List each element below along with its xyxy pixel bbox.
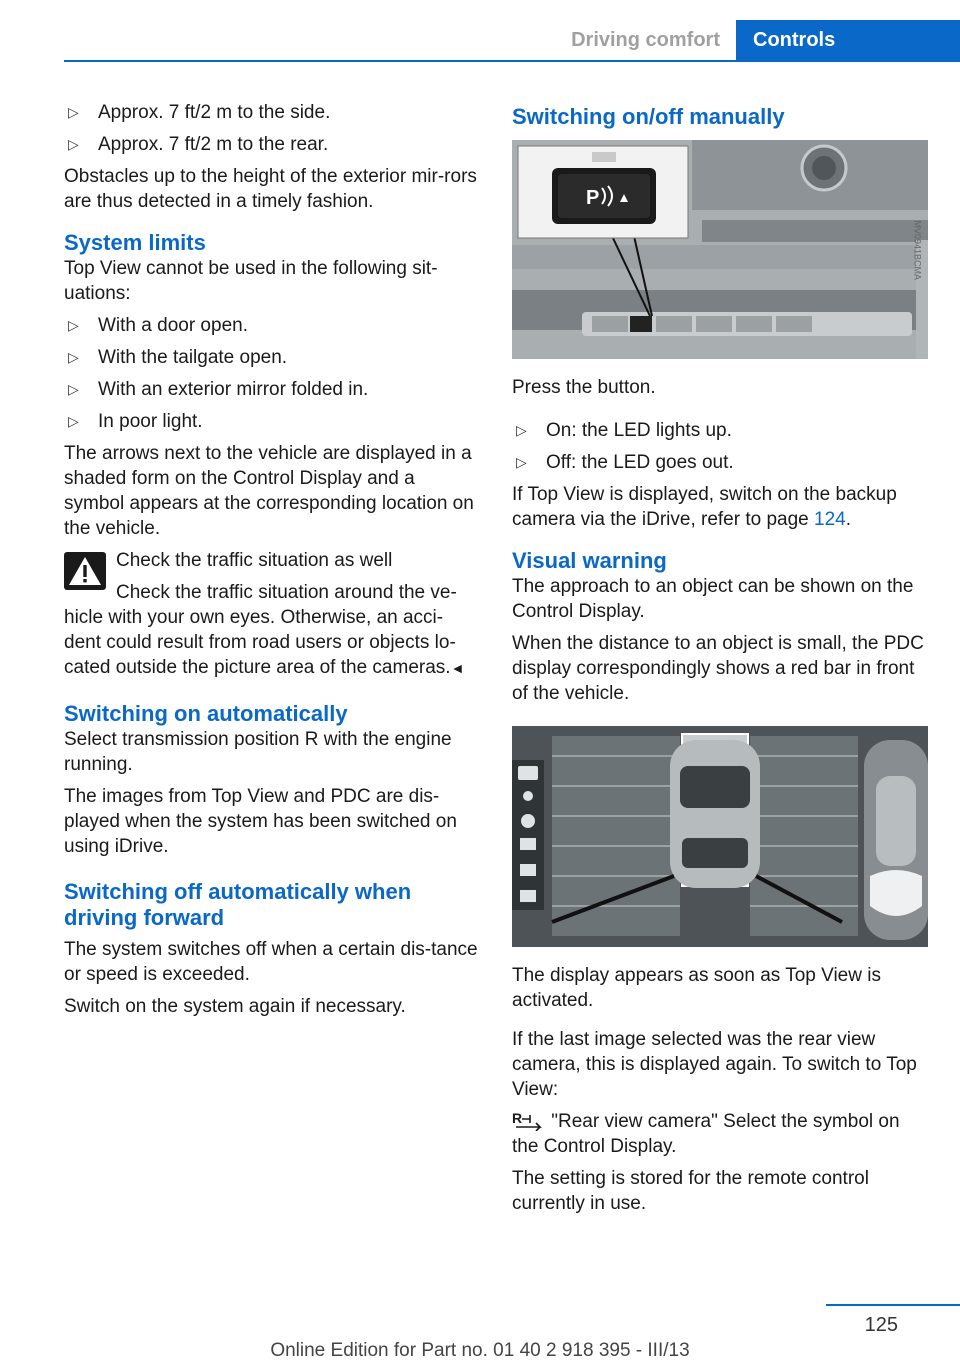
page-link[interactable]: 124	[814, 509, 846, 530]
left-column	[64, 100, 480, 1026]
backup-text-end: .	[845, 509, 852, 530]
paragraph-backup	[512, 482, 928, 532]
list-item: ▷ With a door open.	[64, 313, 480, 338]
paragraph-on-auto-2: The images from Top View and PDC are dis-played when the system has been switched on using iDrive.	[64, 786, 457, 857]
paragraph-visual-1: The approach to an object can be shown on the Control Display.	[512, 576, 914, 622]
list-item: ▷ In poor light.	[64, 409, 480, 434]
right-column	[512, 100, 928, 1223]
list-item: ▷ On: the LED lights up.	[512, 418, 928, 443]
paragraph-off-auto-2: Switch on the system again if necessary.	[64, 996, 406, 1017]
limits-list	[64, 313, 480, 434]
paragraph-visual-2: When the distance to an object is small, the PDC display correspondingly shows a red bar in front of the vehicle.	[512, 633, 924, 704]
paragraph-symbol	[512, 1109, 928, 1159]
list-item: ▷ Approx. 7 ft/2 m to the rear.	[64, 132, 480, 157]
list-item: ▷ Off: the LED goes out.	[512, 450, 928, 475]
heading-system-limits: System limits	[64, 230, 206, 255]
paragraph-obstacles: Obstacles up to the height of the exterior mir-rors are thus detected in a timely fashion.	[64, 166, 477, 212]
page-number: 125	[864, 1314, 898, 1336]
paragraph-limits-intro: Top View cannot be used in the following sit-uations:	[64, 258, 438, 304]
range-list	[64, 100, 480, 157]
warning-triangle-icon	[64, 552, 106, 590]
list-item: ▷ With the tailgate open.	[64, 345, 480, 370]
warning-body: Check the traffic situation around the ve-hicle with your own eyes. Otherwise, an acci-dent could result from road users or objects lo-cated outside the picture area of the cameras.	[64, 582, 457, 678]
pdc-button-photo	[512, 140, 928, 359]
svg-text:R: R	[512, 1110, 523, 1126]
paragraph-press: Press the button.	[512, 377, 656, 398]
paragraph-setting: The setting is stored for the remote control currently in use.	[512, 1168, 869, 1214]
paragraph-on-auto-1: Select transmission position R with the engine running.	[64, 729, 452, 775]
header-chapter-tab[interactable]: Controls	[736, 20, 960, 62]
paragraph-display: The display appears as soon as Top View is activated.	[512, 965, 881, 1011]
rear-view-camera-icon[interactable]	[512, 1109, 546, 1131]
list-item: ▷ With an exterior mirror folded in.	[64, 377, 480, 402]
heading-visual-warning: Visual warning	[512, 548, 667, 573]
top-view-display-image	[512, 726, 928, 947]
header-section-tab[interactable]: Driving comfort	[571, 29, 720, 51]
warning-box	[64, 548, 480, 681]
svg-text:P: P	[586, 187, 600, 209]
photo-code-label: MV0941BCMA	[913, 220, 923, 280]
warning-text	[64, 580, 480, 681]
end-mark-icon: ◄	[450, 660, 465, 676]
symbol-text: "Rear view camera" Select the symbol on the Control Display.	[512, 1111, 900, 1157]
warning-title: Check the traffic situation as well	[116, 550, 393, 571]
footer-rule	[826, 1304, 960, 1306]
list-item: ▷ Approx. 7 ft/2 m to the side.	[64, 100, 480, 125]
page-header	[0, 0, 960, 62]
paragraph-arrows: The arrows next to the vehicle are displayed in a shaded form on the Control Display and a symbol appears at the corresponding location on the vehicle.	[64, 443, 474, 539]
heading-switching-on-automatically: Switching on automatically	[64, 701, 348, 726]
heading-switching-manually: Switching on/off manually	[512, 104, 785, 129]
led-state-list	[512, 418, 928, 475]
edition-footer: Online Edition for Part no. 01 40 2 918 395 - III/13	[270, 1340, 690, 1361]
header-rule	[64, 60, 960, 62]
paragraph-off-auto-1: The system switches off when a certain dis-tance or speed is exceeded.	[64, 939, 478, 985]
backup-text: If Top View is displayed, switch on the backup camera via the iDrive, refer to page	[512, 484, 897, 530]
paragraph-last-image: If the last image selected was the rear view camera, this is displayed again. To switch to Top View:	[512, 1029, 917, 1100]
heading-switching-off-automatically: Switching off automatically when driving forward	[64, 879, 412, 930]
